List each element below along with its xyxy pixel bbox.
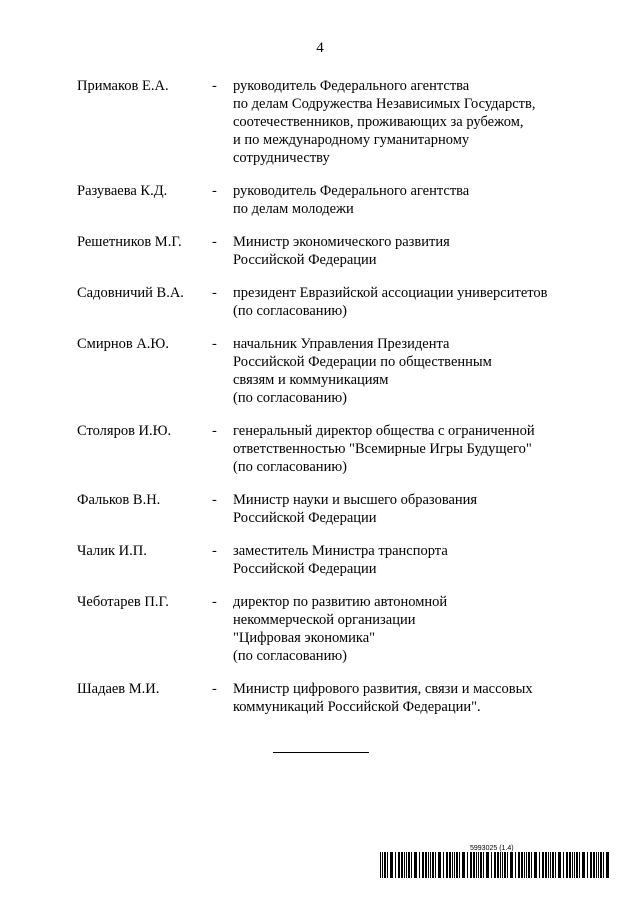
member-row: [77, 335, 577, 407]
barcode-bar: [528, 852, 530, 878]
barcode-bar: [401, 852, 403, 878]
barcode-bar: [566, 852, 568, 878]
barcode-bar: [606, 852, 609, 878]
member-row: [77, 284, 577, 320]
barcode-bar: [454, 852, 455, 878]
member-dash: -: [212, 78, 217, 94]
barcode-bar: [590, 852, 592, 878]
barcode-bar: [552, 852, 554, 878]
barcode-bar: [473, 852, 475, 878]
barcode-bar: [411, 852, 412, 878]
barcode-bar: [582, 852, 585, 878]
member-dash: -: [212, 492, 217, 508]
barcode-bar: [521, 852, 523, 878]
barcode-bar: [550, 852, 551, 878]
barcode-bar: [524, 852, 525, 878]
member-name: Фальков В.Н.: [77, 492, 161, 508]
member-dash: -: [212, 285, 217, 301]
barcode-bar: [432, 852, 434, 878]
member-role-line: некоммерческой организации: [233, 612, 416, 628]
member-role-line: (по согласованию): [233, 390, 347, 406]
member-dash: -: [212, 234, 217, 250]
barcode-bar: [404, 852, 405, 878]
barcode-bar: [470, 852, 472, 878]
barcode-bar: [558, 852, 561, 878]
member-role-line: директор по развитию автономной: [233, 594, 448, 610]
barcode-bar: [542, 852, 544, 878]
barcode-bar: [443, 852, 444, 878]
barcode-bar: [596, 852, 597, 878]
member-role: [233, 233, 577, 269]
barcode-bar: [507, 852, 508, 878]
barcode-bar: [390, 852, 393, 878]
barcode-bar: [504, 852, 506, 878]
member-role-line: (по согласованию): [233, 648, 347, 664]
barcode-bar: [569, 852, 571, 878]
barcode-bar: [502, 852, 503, 878]
barcode-bar: [382, 852, 383, 878]
member-dash: -: [212, 594, 217, 610]
member-role: [233, 182, 577, 218]
barcode-bar: [438, 852, 441, 878]
member-role-line: Российской Федерации: [233, 510, 377, 526]
member-dash: -: [212, 543, 217, 559]
member-role-line: президент Евразийской ассоциации университетов: [233, 285, 548, 301]
barcode-bar: [534, 852, 537, 878]
member-row: [77, 422, 577, 476]
barcode-bar: [574, 852, 575, 878]
member-role-line: коммуникаций Российской Федерации".: [233, 699, 481, 715]
barcode-bar: [576, 852, 578, 878]
member-name: Чеботарев П.Г.: [77, 594, 169, 610]
member-role-line: связям и коммуникациям: [233, 372, 389, 388]
barcode-bar: [452, 852, 453, 878]
barcode-bar: [406, 852, 407, 878]
member-role: [233, 542, 577, 578]
member-row: [77, 542, 577, 578]
barcode-bar: [555, 852, 556, 878]
member-role-line: руководитель Федерального агентства: [233, 78, 470, 94]
barcode-bar: [486, 852, 489, 878]
barcode-bar: [545, 852, 547, 878]
end-of-list-divider: [273, 752, 369, 753]
member-role-line: Министр науки и высшего образования: [233, 492, 478, 508]
barcode-bar: [587, 852, 588, 878]
barcode-bar: [456, 852, 458, 878]
member-role-line: Российской Федерации: [233, 252, 377, 268]
member-role-line: Министр экономического развития: [233, 234, 450, 250]
barcode-bar: [419, 852, 420, 878]
member-row: [77, 77, 577, 167]
member-role-line: по делам молодежи: [233, 201, 354, 217]
member-role-line: соотечественников, проживающих за рубежом,: [233, 114, 524, 130]
barcode-bar: [422, 852, 424, 878]
member-dash: -: [212, 183, 217, 199]
barcode-bar: [598, 852, 599, 878]
member-name: Шадаев М.И.: [77, 681, 160, 697]
member-role: [233, 422, 577, 476]
barcode-bar: [446, 852, 448, 878]
barcode-bar: [600, 852, 602, 878]
member-role-line: ответственностью "Всемирные Игры Будущего": [233, 441, 532, 457]
barcode-bar: [462, 852, 465, 878]
member-dash: -: [212, 423, 217, 439]
member-name: Решетников М.Г.: [77, 234, 182, 250]
barcode-bar: [408, 852, 410, 878]
barcode-bar: [430, 852, 431, 878]
page-number: 4: [316, 40, 324, 56]
member-row: [77, 182, 577, 218]
member-name: Смирнов А.Ю.: [77, 336, 169, 352]
barcode-bar: [563, 852, 564, 878]
barcode-bar: [478, 852, 479, 878]
member-role: [233, 491, 577, 527]
member-row: [77, 233, 577, 269]
member-role: [233, 593, 577, 665]
member-role: [233, 680, 577, 716]
barcode-bar: [428, 852, 429, 878]
barcode-bar: [449, 852, 451, 878]
barcode-icon: [380, 852, 612, 878]
member-name: Разуваева К.Д.: [77, 183, 168, 199]
barcode-bar: [459, 852, 460, 878]
member-row: [77, 593, 577, 665]
member-role-line: (по согласованию): [233, 303, 347, 319]
member-list: [77, 77, 577, 731]
member-role-line: генеральный директор общества с ограниченной: [233, 423, 535, 439]
member-role-line: "Цифровая экономика": [233, 630, 376, 646]
barcode-bar: [398, 852, 400, 878]
barcode-bar: [500, 852, 501, 878]
document-code: 5993025 (1.4): [470, 845, 514, 852]
member-role-line: начальник Управления Президента: [233, 336, 450, 352]
barcode-bar: [387, 852, 388, 878]
barcode-bar: [531, 852, 532, 878]
member-row: [77, 491, 577, 527]
barcode-bar: [483, 852, 484, 878]
member-role: [233, 284, 577, 320]
barcode-bar: [425, 852, 427, 878]
barcode-bar: [515, 852, 516, 878]
member-row: [77, 680, 577, 716]
member-name: Столяров И.Ю.: [77, 423, 172, 439]
barcode-bar: [435, 852, 436, 878]
member-role-line: Российской Федерации: [233, 561, 377, 577]
barcode-bar: [494, 852, 496, 878]
barcode-bar: [603, 852, 604, 878]
barcode-bar: [539, 852, 540, 878]
member-role-line: и по международному гуманитарному: [233, 132, 470, 148]
barcode-bar: [593, 852, 595, 878]
member-role-line: руководитель Федерального агентства: [233, 183, 470, 199]
barcode-bar: [467, 852, 468, 878]
member-role-line: заместитель Министра транспорта: [233, 543, 448, 559]
member-dash: -: [212, 336, 217, 352]
barcode-bar: [526, 852, 527, 878]
member-dash: -: [212, 681, 217, 697]
member-role: [233, 335, 577, 407]
member-role: [233, 77, 577, 167]
barcode-bar: [480, 852, 482, 878]
member-role-line: сотрудничеству: [233, 150, 330, 166]
member-role-line: (по согласованию): [233, 459, 347, 475]
barcode-bar: [380, 852, 381, 878]
barcode-bar: [395, 852, 396, 878]
barcode-bar: [414, 852, 417, 878]
barcode-bar: [510, 852, 513, 878]
barcode-bar: [572, 852, 573, 878]
member-role-line: Российской Федерации по общественным: [233, 354, 492, 370]
member-name: Примаков Е.А.: [77, 78, 169, 94]
member-role-line: Министр цифрового развития, связи и массовых: [233, 681, 533, 697]
barcode-bar: [476, 852, 477, 878]
barcode-bar: [497, 852, 499, 878]
barcode-bar: [491, 852, 492, 878]
barcode-bar: [579, 852, 580, 878]
barcode-bar: [518, 852, 520, 878]
barcode-bar: [384, 852, 386, 878]
member-name: Чалик И.П.: [77, 543, 147, 559]
member-role-line: по делам Содружества Независимых Государств,: [233, 96, 536, 112]
barcode-bar: [548, 852, 549, 878]
member-name: Садовничий В.А.: [77, 285, 184, 301]
